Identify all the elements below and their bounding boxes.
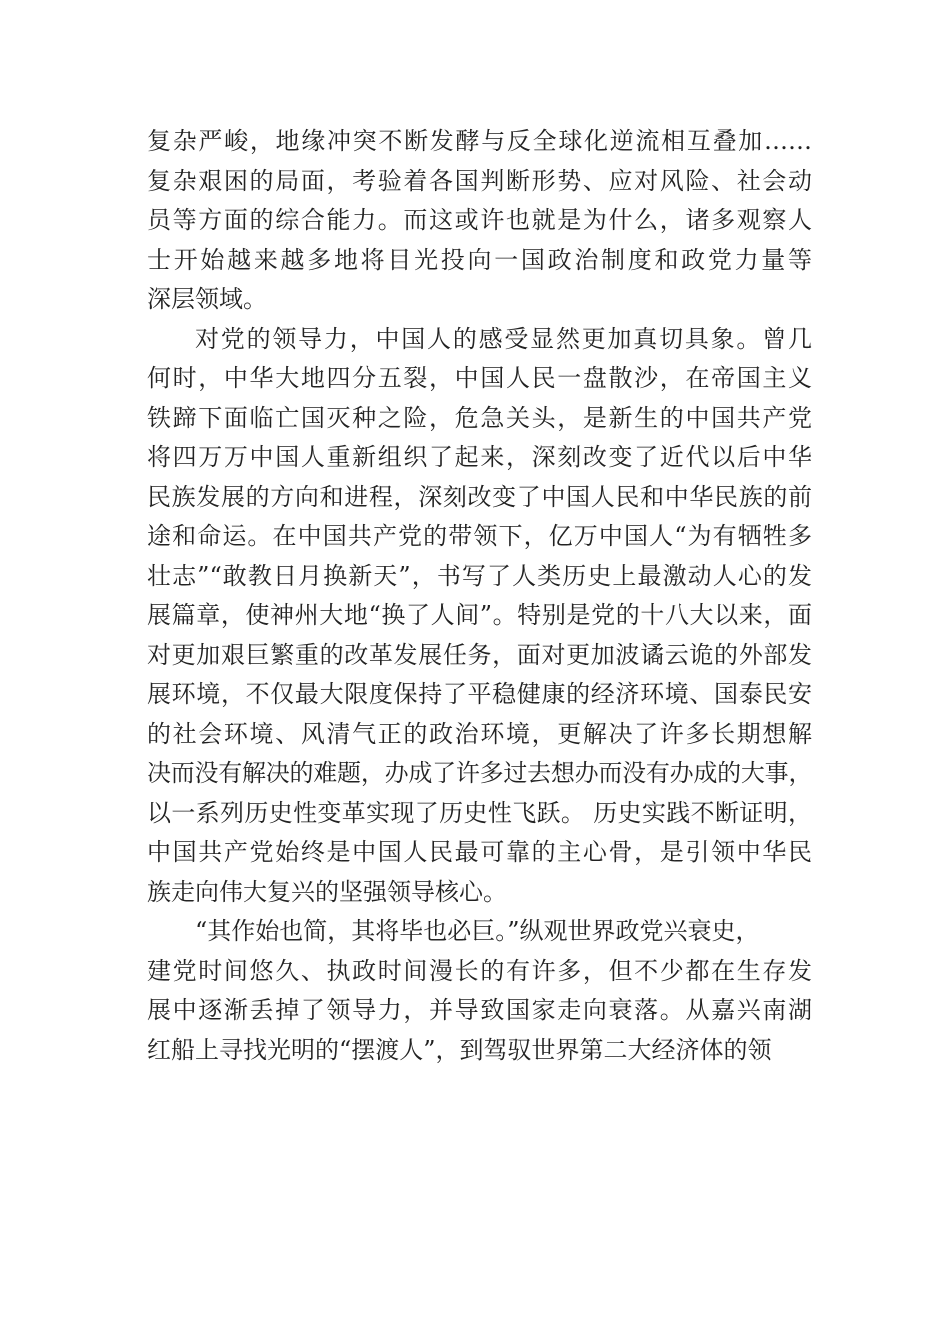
text-line: 士开始越来越多地将目光投向一国政治制度和政党力量等	[147, 245, 812, 274]
text-line: 展中逐渐丢掉了领导力，并导致国家走向衰落。从嘉兴南湖	[147, 996, 812, 1024]
text-line: 红船上寻找光明的“摆渡人”，到驾驭世界第二大经济体的领	[147, 1035, 772, 1064]
text-line: 建党时间悠久、执政时间漫长的有许多，但不少都在生存发	[147, 956, 812, 985]
text-line: 复杂艰困的局面，考验着各国判断形势、应对风险、社会动	[147, 166, 812, 195]
text-line: 族走向伟大复兴的坚强领导核心。	[147, 877, 507, 906]
text-line: 何时，中华大地四分五裂，中国人民一盘散沙，在帝国主义	[147, 364, 812, 392]
text-line: 中国共产党始终是中国人民最可靠的主心骨，是引领中华民	[147, 838, 812, 866]
text-line: 途和命运。在中国共产党的带领下，亿万中国人“为有牺牲多	[147, 522, 812, 550]
text-line: 复杂严峻，地缘冲突不断发酵与反全球化逆流相互叠加……	[147, 127, 812, 155]
text-line: 对党的领导力，中国人的感受显然更加真切具象。曾几	[195, 324, 812, 353]
document-body	[147, 122, 812, 1070]
text-line: 民族发展的方向和进程，深刻改变了中国人民和中华民族的前	[147, 482, 812, 511]
text-line: 展环境，不仅最大限度保持了平稳健康的经济环境、国泰民安	[147, 680, 812, 708]
text-line: 铁蹄下面临亡国灭种之险，危急关头，是新生的中国共产党	[147, 403, 812, 432]
text-line: 深层领域。	[147, 285, 267, 313]
text-line: 展篇章，使神州大地“换了人间”。特别是党的十八大以来，面	[147, 601, 812, 629]
text-line: 决而没有解决的难题，办成了许多过去想办而没有办成的大事，	[147, 759, 812, 787]
text-line: 的社会环境、风清气正的政治环境，更解决了许多长期想解	[147, 719, 812, 748]
text-line: “其作始也简，其将毕也必巨。”纵观世界政党兴衰史，	[195, 917, 760, 945]
text-line: 将四万万中国人重新组织了起来，深刻改变了近代以后中华	[147, 443, 812, 471]
text-line: 壮志”“敢教日月换新天”，书写了人类历史上最激动人心的发	[147, 561, 812, 590]
text-line: 对更加艰巨繁重的改革发展任务，面对更加波谲云诡的外部发	[147, 640, 812, 669]
text-line: 员等方面的综合能力。而这或许也就是为什么，诸多观察人	[147, 206, 812, 234]
text-line: 以一系列历史性变革实现了历史性飞跃。 历史实践不断证明，	[147, 798, 812, 827]
